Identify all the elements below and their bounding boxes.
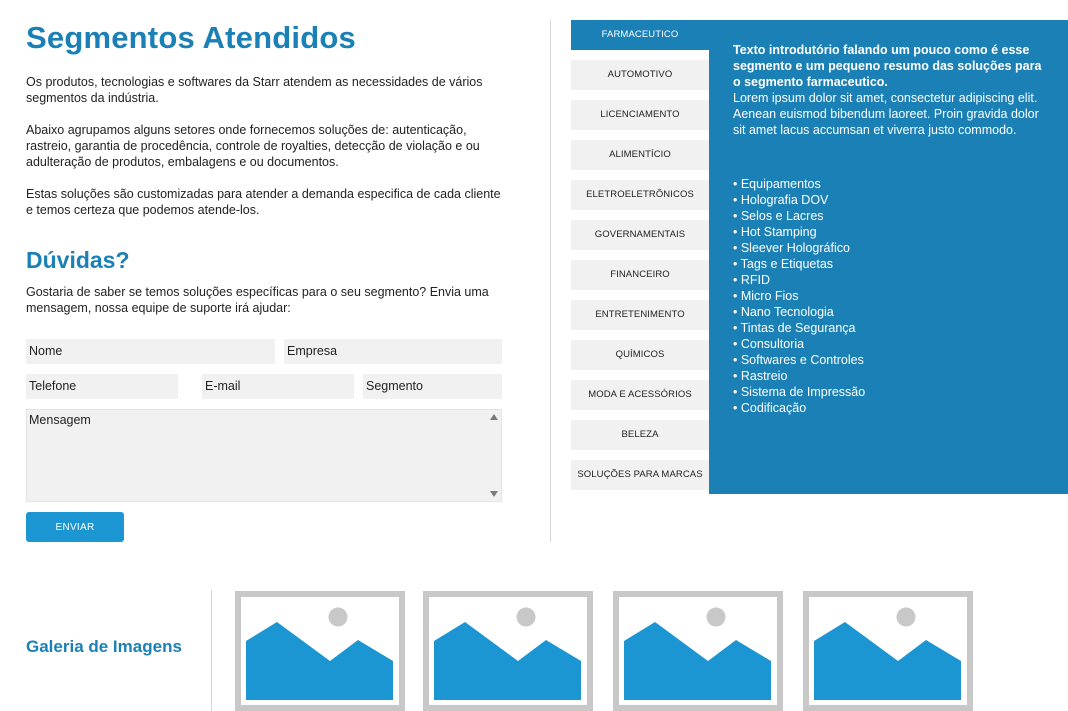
tab-quimicos[interactable]: QUÍMICOS: [571, 340, 709, 370]
list-item: • Tintas de Segurança: [733, 321, 856, 335]
email-field[interactable]: E-mail: [202, 374, 354, 399]
tab-licenciamento[interactable]: LICENCIAMENTO: [571, 100, 709, 130]
intro-paragraph-2: Abaixo agrupamos alguns setores onde fornecemos soluções de: autenticação, rastreio, garantia de procedência, controle de royalties, detecção de violação e ou adulteração de produtos, embalagens e ou documentos.: [26, 123, 480, 169]
questions-text: Gostaria de saber se temos soluções específicas para o seu segmento? Envia uma mensagem, nossa equipe de suporte irá ajudar:: [26, 285, 489, 315]
tab-automotivo[interactable]: AUTOMOTIVO: [571, 60, 709, 90]
gallery-image-2[interactable]: [423, 591, 593, 711]
list-item: • Holografia DOV: [733, 193, 829, 207]
tab-moda-acessorios[interactable]: MODA E ACESSÓRIOS: [571, 380, 709, 410]
image-placeholder-icon: [429, 597, 587, 705]
image-placeholder-icon: [809, 597, 967, 705]
nome-field[interactable]: Nome: [26, 339, 275, 364]
list-item: • RFID: [733, 273, 771, 287]
gallery-image-3[interactable]: [613, 591, 783, 711]
gallery-divider: [211, 590, 212, 711]
list-item: • Tags e Etiquetas: [733, 257, 834, 271]
list-item: • Codificação: [733, 401, 807, 415]
list-item: • Rastreio: [733, 369, 788, 383]
list-item: • Nano Tecnologia: [733, 305, 834, 319]
gallery-image-4[interactable]: [803, 591, 973, 711]
list-item: • Softwares e Controles: [733, 353, 864, 367]
tab-governamentais[interactable]: GOVERNAMENTAIS: [571, 220, 709, 250]
intro-paragraph-1: Os produtos, tecnologias e softwares da Starr atendem as necessidades de vários segmentos da indústria.: [26, 75, 483, 105]
list-item: • Hot Stamping: [733, 225, 817, 239]
telefone-field[interactable]: Telefone: [26, 374, 178, 399]
tab-entretenimento[interactable]: ENTRETENIMENTO: [571, 300, 709, 330]
send-button[interactable]: ENVIAR: [26, 512, 124, 542]
panel-intro-bold: Texto introdutório falando um pouco como é esse segmento e um pequeno resumo das soluções para o segmento farmaceutico.: [733, 43, 1042, 89]
intro-section: [26, 20, 504, 316]
list-item: • Consultoria: [733, 337, 805, 351]
list-item: • Micro Fios: [733, 289, 799, 303]
list-item: • Sleever Holográfico: [733, 241, 850, 255]
tab-beleza[interactable]: BELEZA: [571, 420, 709, 450]
questions-title: Dúvidas?: [26, 247, 130, 273]
list-item: • Sistema de Impressão: [733, 385, 866, 399]
mensagem-textarea[interactable]: [26, 409, 502, 502]
gallery-title: Galeria de Imagens: [26, 637, 182, 656]
column-divider: [550, 20, 551, 542]
image-placeholder-icon: [619, 597, 777, 705]
mensagem-placeholder: Mensagem: [29, 413, 91, 427]
scroll-up-icon[interactable]: [490, 414, 498, 420]
tab-eletroeletronicos[interactable]: ELETROELETRÔNICOS: [571, 180, 709, 210]
intro-paragraph-3: Estas soluções são customizadas para atender a demanda especifica de cada cliente e temos certeza que podemos atende-los.: [26, 187, 501, 217]
segment-panel: [709, 20, 1068, 494]
tab-financeiro[interactable]: FINANCEIRO: [571, 260, 709, 290]
segmento-field[interactable]: Segmento: [363, 374, 502, 399]
list-item: • Selos e Lacres: [733, 209, 824, 223]
list-item: • Equipamentos: [733, 177, 821, 191]
gallery-image-1[interactable]: [235, 591, 405, 711]
tab-alimenticio[interactable]: ALIMENTÍCIO: [571, 140, 709, 170]
tab-farmaceutico[interactable]: FARMACEUTICO: [571, 20, 709, 50]
page-title: Segmentos Atendidos: [26, 20, 356, 55]
image-placeholder-icon: [241, 597, 399, 705]
scroll-down-icon[interactable]: [490, 491, 498, 497]
solutions-list: [733, 176, 1048, 416]
empresa-field[interactable]: Empresa: [284, 339, 502, 364]
panel-intro: Lorem ipsum dolor sit amet, consectetur adipiscing elit. Aenean euismod bibendum laoreet. Proin gravida dolor sit amet lacus accumsan et viverra justo commodo.: [733, 91, 1039, 137]
textarea-scrollbar[interactable]: [487, 410, 501, 501]
tab-solucoes-marcas[interactable]: SOLUÇÕES PARA MARCAS: [571, 460, 709, 490]
